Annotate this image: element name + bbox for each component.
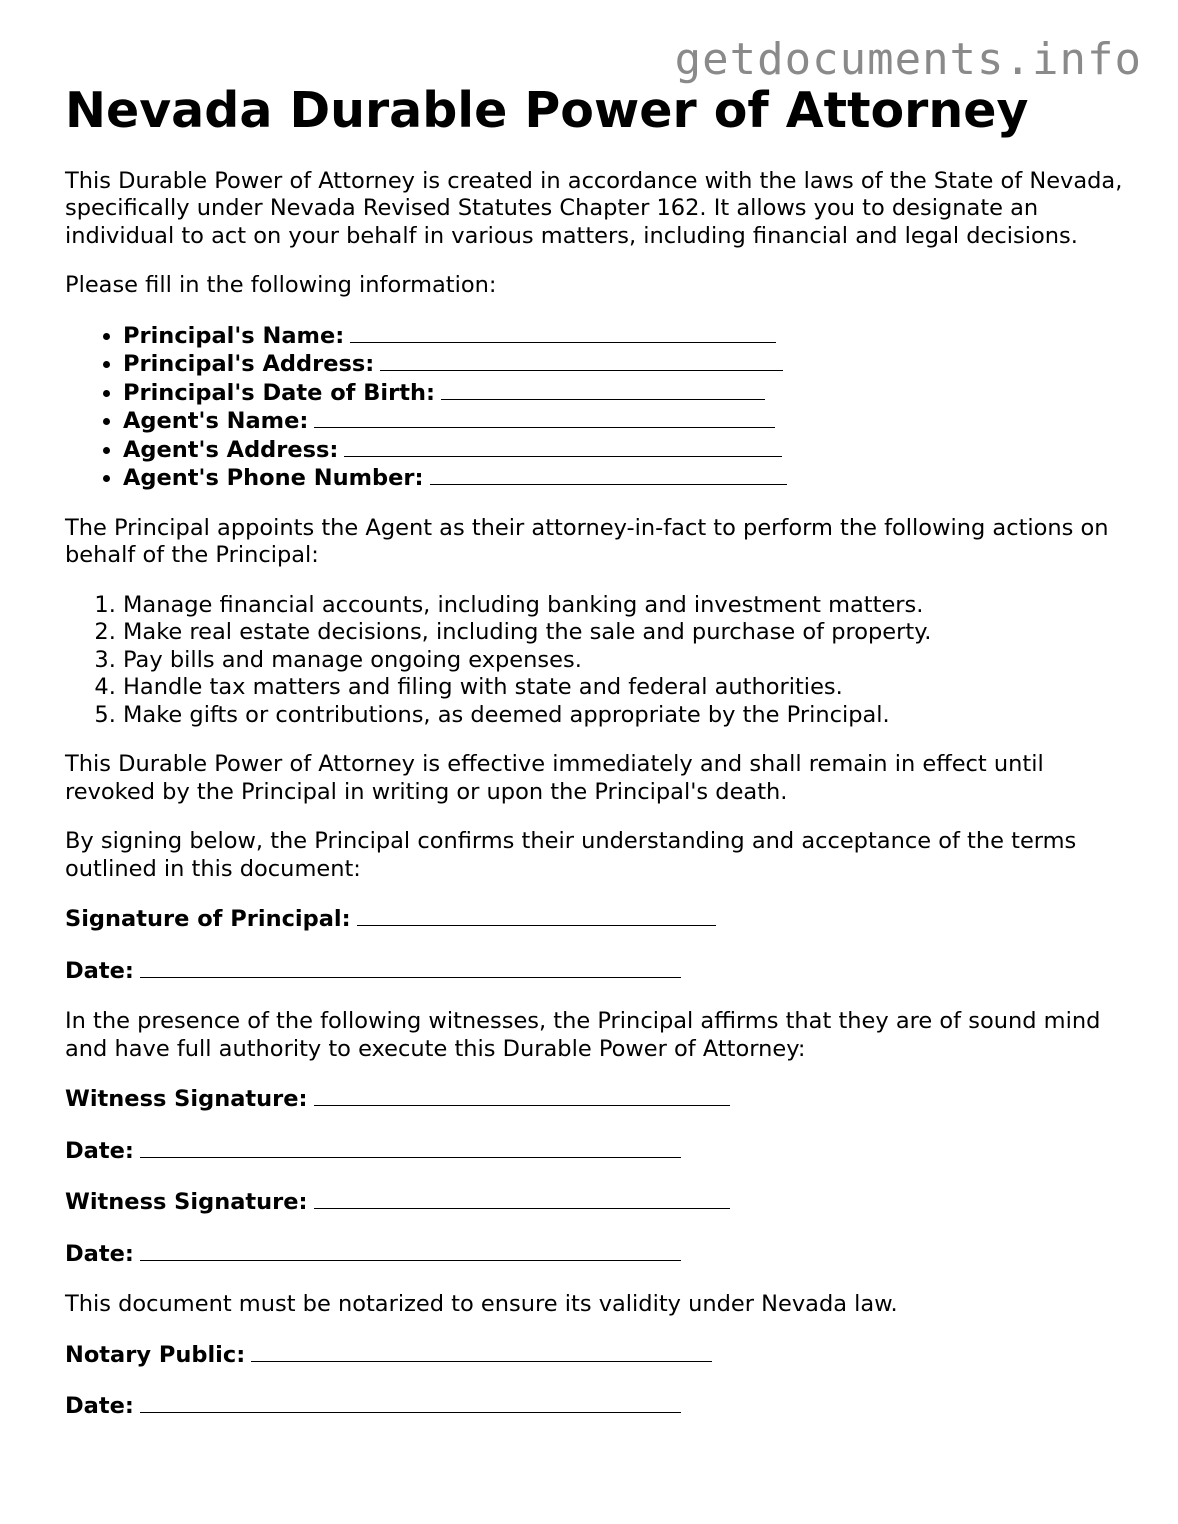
notary-date-blank[interactable] [140,1392,681,1413]
witness-signature-label: Witness Signature: [65,1189,308,1216]
principal-date-line [65,957,1125,986]
principal-address-blank[interactable] [380,350,783,371]
agent-phone-blank[interactable] [430,464,787,485]
appoint-paragraph: The Principal appoints the Agent as their attorney-in-fact to perform the following actions on behalf of the Principal: [65,514,1109,569]
notary-line [65,1341,1125,1370]
principal-name-blank[interactable] [350,322,776,343]
action-item: 3. Pay bills and manage ongoing expenses. [123,647,1125,675]
principal-date-blank[interactable] [140,957,681,978]
fill-prompt: Please fill in the following information: [65,272,497,299]
field-agent-name [123,407,1125,436]
witness-1-date-line [65,1137,1125,1166]
field-principal-name [123,322,1125,351]
witness-2-date-blank[interactable] [140,1240,681,1261]
notarize-paragraph: This document must be notarized to ensure its validity under Nevada law. [65,1291,898,1318]
field-label: Agent's Name: [123,408,309,435]
field-agent-address [123,436,1125,465]
field-label: Agent's Address: [123,436,339,463]
date-label: Date: [65,1240,134,1267]
notary-date-line [65,1392,1125,1421]
action-item: 5. Make gifts or contributions, as deemed appropriate by the Principal. [123,702,1125,730]
principal-signature-label: Signature of Principal: [65,906,351,933]
info-field-list [65,322,1125,493]
witness-1-signature-blank[interactable] [314,1085,730,1106]
field-label: Principal's Name: [123,322,345,349]
witness-1-signature-line [65,1085,1125,1114]
action-item: 4. Handle tax matters and filing with state and federal authorities. [123,674,1125,702]
principal-signature-line [65,905,1125,934]
principal-signature-blank[interactable] [357,905,716,926]
action-item: 1. Manage financial accounts, including banking and investment matters. [123,592,1125,620]
confirm-paragraph: By signing below, the Principal confirms their understanding and acceptance of the terms outlined in this document: [65,828,1077,882]
witness-paragraph: In the presence of the following witnesses, the Principal affirms that they are of sound mind and have full authority to execute this Durable Power of Attorney: [65,1008,1101,1062]
principal-dob-blank[interactable] [441,379,765,400]
page-title: Nevada Durable Power of Attorney [65,82,1029,139]
effective-paragraph: This Durable Power of Attorney is effective immediately and shall remain in effect until revoked by the Principal in writing or upon the Principal's death. [65,751,1044,805]
actions-list [65,592,1125,730]
witness-2-signature-line [65,1188,1125,1217]
witness-2-date-line [65,1240,1125,1269]
field-principal-address [123,350,1125,379]
witness-signature-label: Witness Signature: [65,1086,308,1113]
action-item: 2. Make real estate decisions, including the sale and purchase of property. [123,619,1125,647]
document-page [65,84,1125,1444]
date-label: Date: [65,1137,134,1164]
date-label: Date: [65,957,134,984]
date-label: Date: [65,1393,134,1420]
field-label: Agent's Phone Number: [123,465,424,492]
notary-blank[interactable] [251,1341,712,1362]
field-label: Principal's Address: [123,351,375,378]
field-label: Principal's Date of Birth: [123,379,436,406]
notary-label: Notary Public: [65,1341,246,1368]
field-agent-phone [123,464,1125,493]
agent-address-blank[interactable] [344,436,782,457]
witness-1-date-blank[interactable] [140,1137,681,1158]
field-principal-dob [123,379,1125,408]
agent-name-blank[interactable] [314,407,775,428]
watermark: getdocuments.info [674,34,1142,85]
witness-2-signature-blank[interactable] [314,1188,730,1209]
intro-paragraph: This Durable Power of Attorney is created in accordance with the laws of the State of Nevada, specifically under Nevada Revised Statutes Chapter 162. It allows you to designate an individual to act on your behalf in various matters, including financial and legal decisions. [65,167,1123,249]
